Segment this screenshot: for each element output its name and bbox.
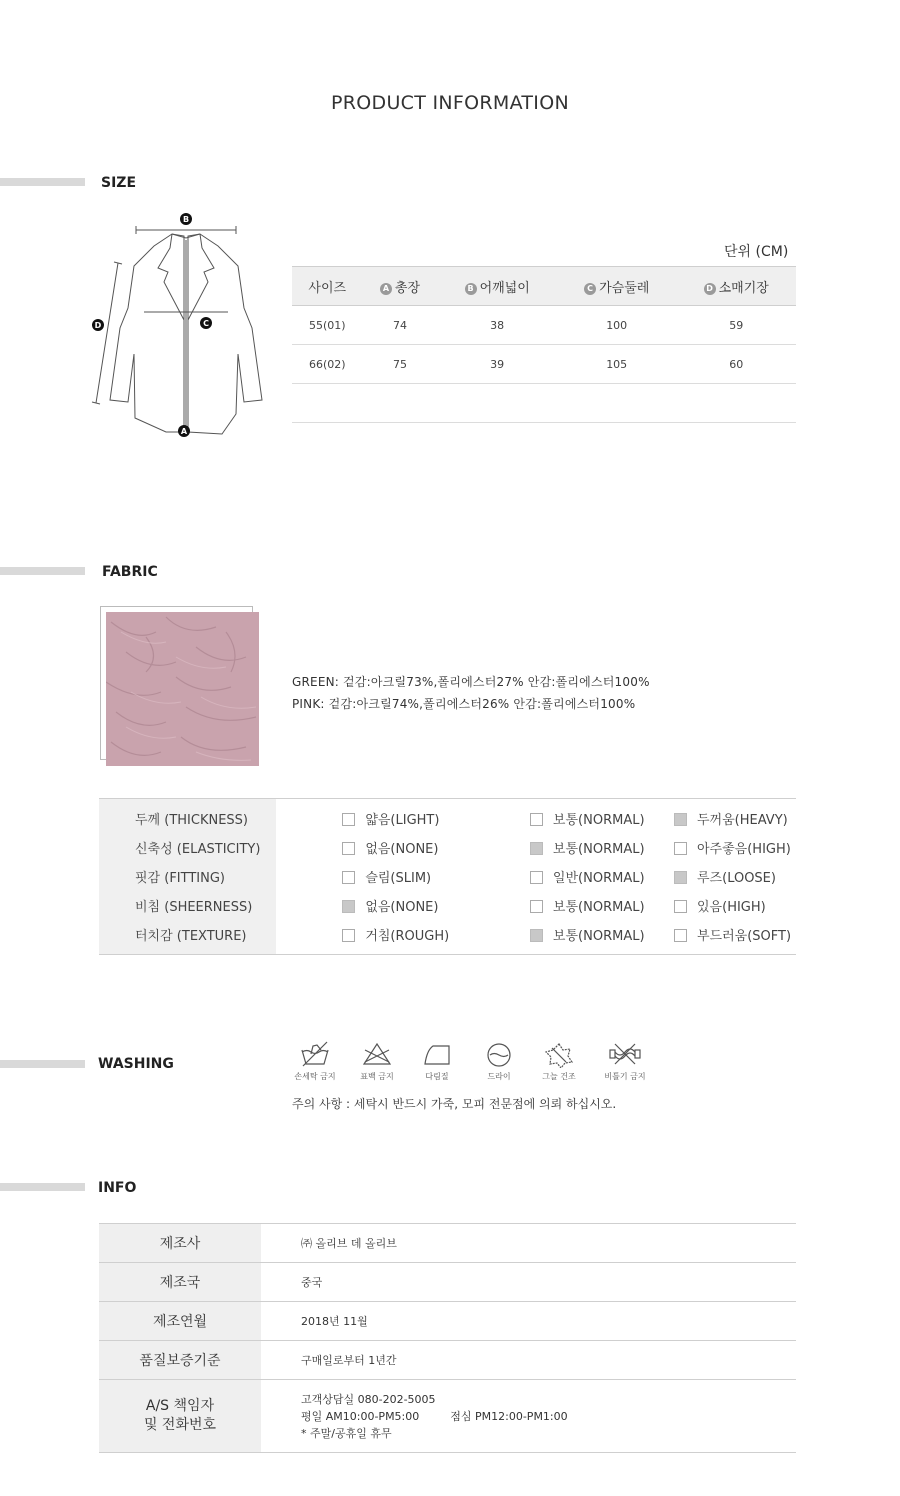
option-label: 보통(NORMAL) [552, 813, 645, 828]
checkbox-unchecked [342, 929, 355, 942]
as-phone: 고객상담실 080-202-5005 [301, 1392, 436, 1406]
size-unit-label: 단위 (CM) [724, 244, 789, 260]
attribute-label: 터치감 (TEXTURE) [99, 920, 276, 955]
option-label: 두꺼움(HEAVY) [697, 813, 788, 828]
table-cell: 60 [676, 345, 796, 384]
washing-section-label: WASHING [98, 1056, 174, 1072]
as-hours: 평일 AM10:00-PM5:00 [301, 1409, 420, 1423]
option-label: 슬림(SLIM) [365, 871, 432, 886]
wash-dry-clean: 드라이 [469, 1040, 529, 1082]
attribute-option [673, 920, 796, 955]
badge-c: C [584, 283, 596, 295]
bleach-prohibited-icon [361, 1040, 393, 1068]
info-section-label: INFO [98, 1180, 137, 1196]
table-row [99, 1302, 796, 1341]
dry-clean-icon [483, 1040, 515, 1068]
info-value-as [261, 1380, 796, 1453]
option-label: 보통(NORMAL) [552, 842, 645, 857]
table-row [99, 1380, 796, 1453]
checkbox-unchecked [674, 929, 687, 942]
wash-iron: 다림질 [407, 1040, 467, 1082]
checkbox-checked [674, 813, 687, 826]
option-label: 있음(HIGH) [697, 900, 766, 915]
fabric-swatch-image [106, 612, 259, 766]
attribute-row [99, 833, 796, 862]
badge-b: B [465, 283, 477, 295]
attribute-option [276, 862, 529, 891]
attribute-label: 핏감 (FITTING) [99, 862, 276, 891]
size-table [292, 266, 796, 423]
option-label: 없음(NONE) [365, 900, 439, 915]
option-label: 거침(ROUGH) [365, 929, 450, 944]
attribute-option [276, 920, 529, 955]
hand-wash-prohibited-icon [299, 1040, 331, 1068]
section-divider [0, 178, 85, 186]
option-label: 루즈(LOOSE) [697, 871, 776, 886]
table-cell: 66(02) [292, 345, 363, 384]
checkbox-unchecked [530, 871, 543, 884]
header-size: 사이즈 [292, 267, 363, 306]
checkbox-unchecked [342, 842, 355, 855]
section-divider [0, 1183, 85, 1191]
table-cell: 74 [363, 306, 438, 345]
fabric-section-label: FABRIC [102, 564, 158, 580]
attribute-option [276, 891, 529, 920]
checkbox-unchecked [530, 900, 543, 913]
marker-c [200, 317, 212, 329]
table-cell-empty [292, 384, 796, 423]
attribute-option [673, 833, 796, 862]
attribute-row [99, 799, 796, 834]
checkbox-unchecked [342, 871, 355, 884]
badge-a: A [380, 283, 392, 295]
size-section-label: SIZE [101, 175, 137, 191]
option-label: 부드러움(SOFT) [697, 929, 792, 944]
svg-text:D: D [94, 321, 102, 330]
info-key: 제조국 [99, 1263, 261, 1302]
attribute-option [276, 833, 529, 862]
table-row [292, 306, 796, 345]
checkbox-checked [342, 900, 355, 913]
page-title: PRODUCT INFORMATION [331, 92, 569, 114]
coat-size-diagram [88, 208, 278, 440]
attribute-option [673, 862, 796, 891]
checkbox-checked [530, 842, 543, 855]
table-cell: 55(01) [292, 306, 363, 345]
shade-dry-icon [543, 1040, 575, 1068]
attribute-option [529, 833, 673, 862]
attribute-row [99, 920, 796, 955]
attribute-option [529, 891, 673, 920]
option-label: 일반(NORMAL) [552, 871, 645, 886]
attribute-label: 두께 (THICKNESS) [99, 799, 276, 834]
option-label: 보통(NORMAL) [552, 900, 645, 915]
table-row [99, 1224, 796, 1263]
wash-wring-prohibited: 비틀기 금지 [595, 1040, 655, 1082]
checkbox-checked [530, 929, 543, 942]
svg-text:C: C [203, 319, 209, 328]
checkbox-checked [674, 871, 687, 884]
table-row [292, 345, 796, 384]
badge-d: D [704, 283, 716, 295]
section-divider [0, 1060, 85, 1068]
attribute-label: 신축성 (ELASTICITY) [99, 833, 276, 862]
attribute-option [673, 799, 796, 834]
info-table [99, 1223, 796, 1453]
checkbox-unchecked [674, 842, 687, 855]
as-hours-row [301, 1408, 795, 1425]
attribute-option [276, 799, 529, 834]
info-key: 제조연월 [99, 1302, 261, 1341]
info-value: 구매일로부터 1년간 [261, 1341, 796, 1380]
washing-caution-text: 주의 사항 : 세탁시 반드시 가죽, 모피 전문점에 의뢰 하십시오. [292, 1097, 617, 1111]
checkbox-unchecked [674, 900, 687, 913]
info-value: 중국 [261, 1263, 796, 1302]
attribute-option [529, 920, 673, 955]
table-cell: 75 [363, 345, 438, 384]
option-label: 얇음(LIGHT) [365, 813, 440, 828]
attribute-option [673, 891, 796, 920]
info-key: 품질보증기준 [99, 1341, 261, 1380]
marker-d [92, 319, 104, 331]
svg-text:A: A [180, 427, 188, 436]
table-cell: 105 [557, 345, 677, 384]
attribute-option [529, 799, 673, 834]
table-cell: 39 [437, 345, 557, 384]
attribute-row [99, 862, 796, 891]
table-cell: 59 [676, 306, 796, 345]
wring-prohibited-icon [607, 1040, 643, 1068]
header-shoulder: B 어깨넓이 [437, 267, 557, 306]
wash-hand-wash-prohibited: 손세탁 금지 [285, 1040, 345, 1082]
checkbox-unchecked [530, 813, 543, 826]
section-divider [0, 567, 85, 575]
attribute-option [529, 862, 673, 891]
marker-b [180, 213, 192, 225]
fabric-composition-green: GREEN: 겉감:아크릴73%,폴리에스터27% 안감:폴리에스터100% [292, 675, 650, 689]
as-lunch: 점심 PM12:00-PM1:00 [450, 1409, 568, 1423]
wash-shade-dry: 그늘 건조 [529, 1040, 589, 1082]
marker-a [178, 425, 190, 437]
table-cell: 100 [557, 306, 677, 345]
fabric-attributes-table [99, 798, 796, 955]
svg-text:B: B [182, 215, 190, 224]
table-row [99, 1341, 796, 1380]
table-row [99, 1263, 796, 1302]
as-note: * 주말/공휴일 휴무 [301, 1426, 392, 1440]
info-key-as: A/S 책임자 및 전화번호 [99, 1380, 261, 1453]
table-row-empty [292, 384, 796, 423]
fabric-composition-pink: PINK: 겉감:아크릴74%,폴리에스터26% 안감:폴리에스터100% [292, 697, 636, 711]
checkbox-unchecked [342, 813, 355, 826]
option-label: 보통(NORMAL) [552, 929, 645, 944]
attribute-row [99, 891, 796, 920]
info-value: ㈜ 올리브 데 올리브 [261, 1224, 796, 1263]
option-label: 아주좋음(HIGH) [697, 842, 791, 857]
attribute-label: 비침 (SHEERNESS) [99, 891, 276, 920]
option-label: 없음(NONE) [365, 842, 439, 857]
info-value: 2018년 11월 [261, 1302, 796, 1341]
header-length: A 총장 [363, 267, 438, 306]
iron-icon [421, 1040, 453, 1068]
info-key: 제조사 [99, 1224, 261, 1263]
size-table-header [292, 267, 796, 306]
wash-bleach-prohibited: 표백 금지 [347, 1040, 407, 1082]
header-sleeve: D 소매기장 [676, 267, 796, 306]
header-chest: C 가슴둘레 [557, 267, 677, 306]
table-cell: 38 [437, 306, 557, 345]
